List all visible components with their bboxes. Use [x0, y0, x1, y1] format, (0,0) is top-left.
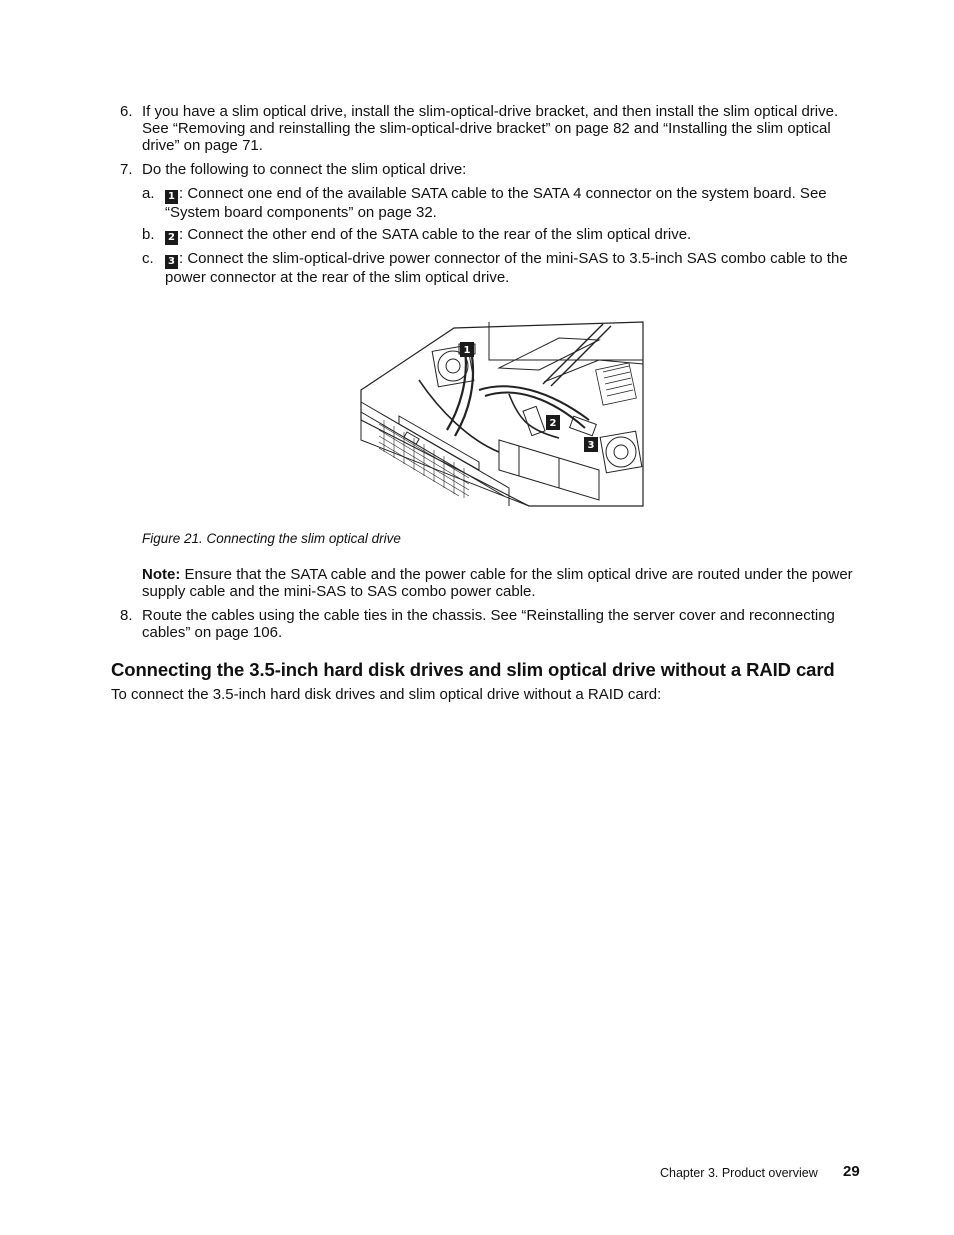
figure-caption: Figure 21. Connecting the slim optical drive [142, 531, 401, 546]
callout-3-badge: 3 [165, 255, 178, 269]
step-8-text: Route the cables using the cable ties in the chassis. See “Reinstalling the server cover and reconnecting cables” on page 106. [142, 607, 835, 641]
note-label: Note: [142, 566, 181, 583]
figure-callout-3: 3 [587, 440, 595, 451]
note-text: Ensure that the SATA cable and the power cable for the slim optical drive are routed under the power supply cable and the mini-SAS to SAS combo power cable. [142, 566, 853, 600]
substep-a-text: : Connect one end of the available SATA cable to the SATA 4 connector on the system board. See “System board components” on page 32. [165, 185, 827, 221]
substep-c-text: : Connect the slim-optical-drive power connector of the mini-SAS to 3.5-inch SAS combo cable to the power connector at the rear of the slim optical drive. [165, 250, 848, 286]
step-6-text: If you have a slim optical drive, install the slim-optical-drive bracket, and then install the slim optical drive. See “Removing and reinstalling the slim-optical-drive bracket” on page 82 and “Installing the slim optical drive” on page 71. [142, 103, 839, 154]
substep-a [165, 185, 865, 221]
section-heading: Connecting the 3.5-inch hard disk drives and slim optical drive without a RAID card [111, 659, 835, 680]
slim-optical-drive-figure [359, 320, 645, 508]
substep-b [165, 226, 865, 245]
page-number: 29 [843, 1163, 860, 1180]
callout-2-badge: 2 [165, 231, 178, 245]
substep-b-text: : Connect the other end of the SATA cable to the rear of the slim optical drive. [179, 226, 692, 243]
callout-1-badge: 1 [165, 190, 178, 204]
figure-callout-2: 2 [549, 418, 557, 429]
section-intro: To connect the 3.5-inch hard disk drives and slim optical drive without a RAID card: [111, 686, 662, 703]
substep-b-letter: b. [142, 226, 155, 243]
substep-c-letter: c. [142, 250, 154, 267]
step-8-number: 8. [120, 607, 133, 624]
step-7-number: 7. [120, 161, 133, 178]
step-7-text: Do the following to connect the slim optical drive: [142, 161, 467, 178]
substep-c [165, 250, 865, 286]
figure-callout-1: 1 [463, 345, 471, 356]
step-6-number: 6. [120, 103, 133, 120]
substep-a-letter: a. [142, 185, 155, 202]
note [142, 566, 864, 600]
footer-chapter: Chapter 3. Product overview [660, 1166, 818, 1180]
